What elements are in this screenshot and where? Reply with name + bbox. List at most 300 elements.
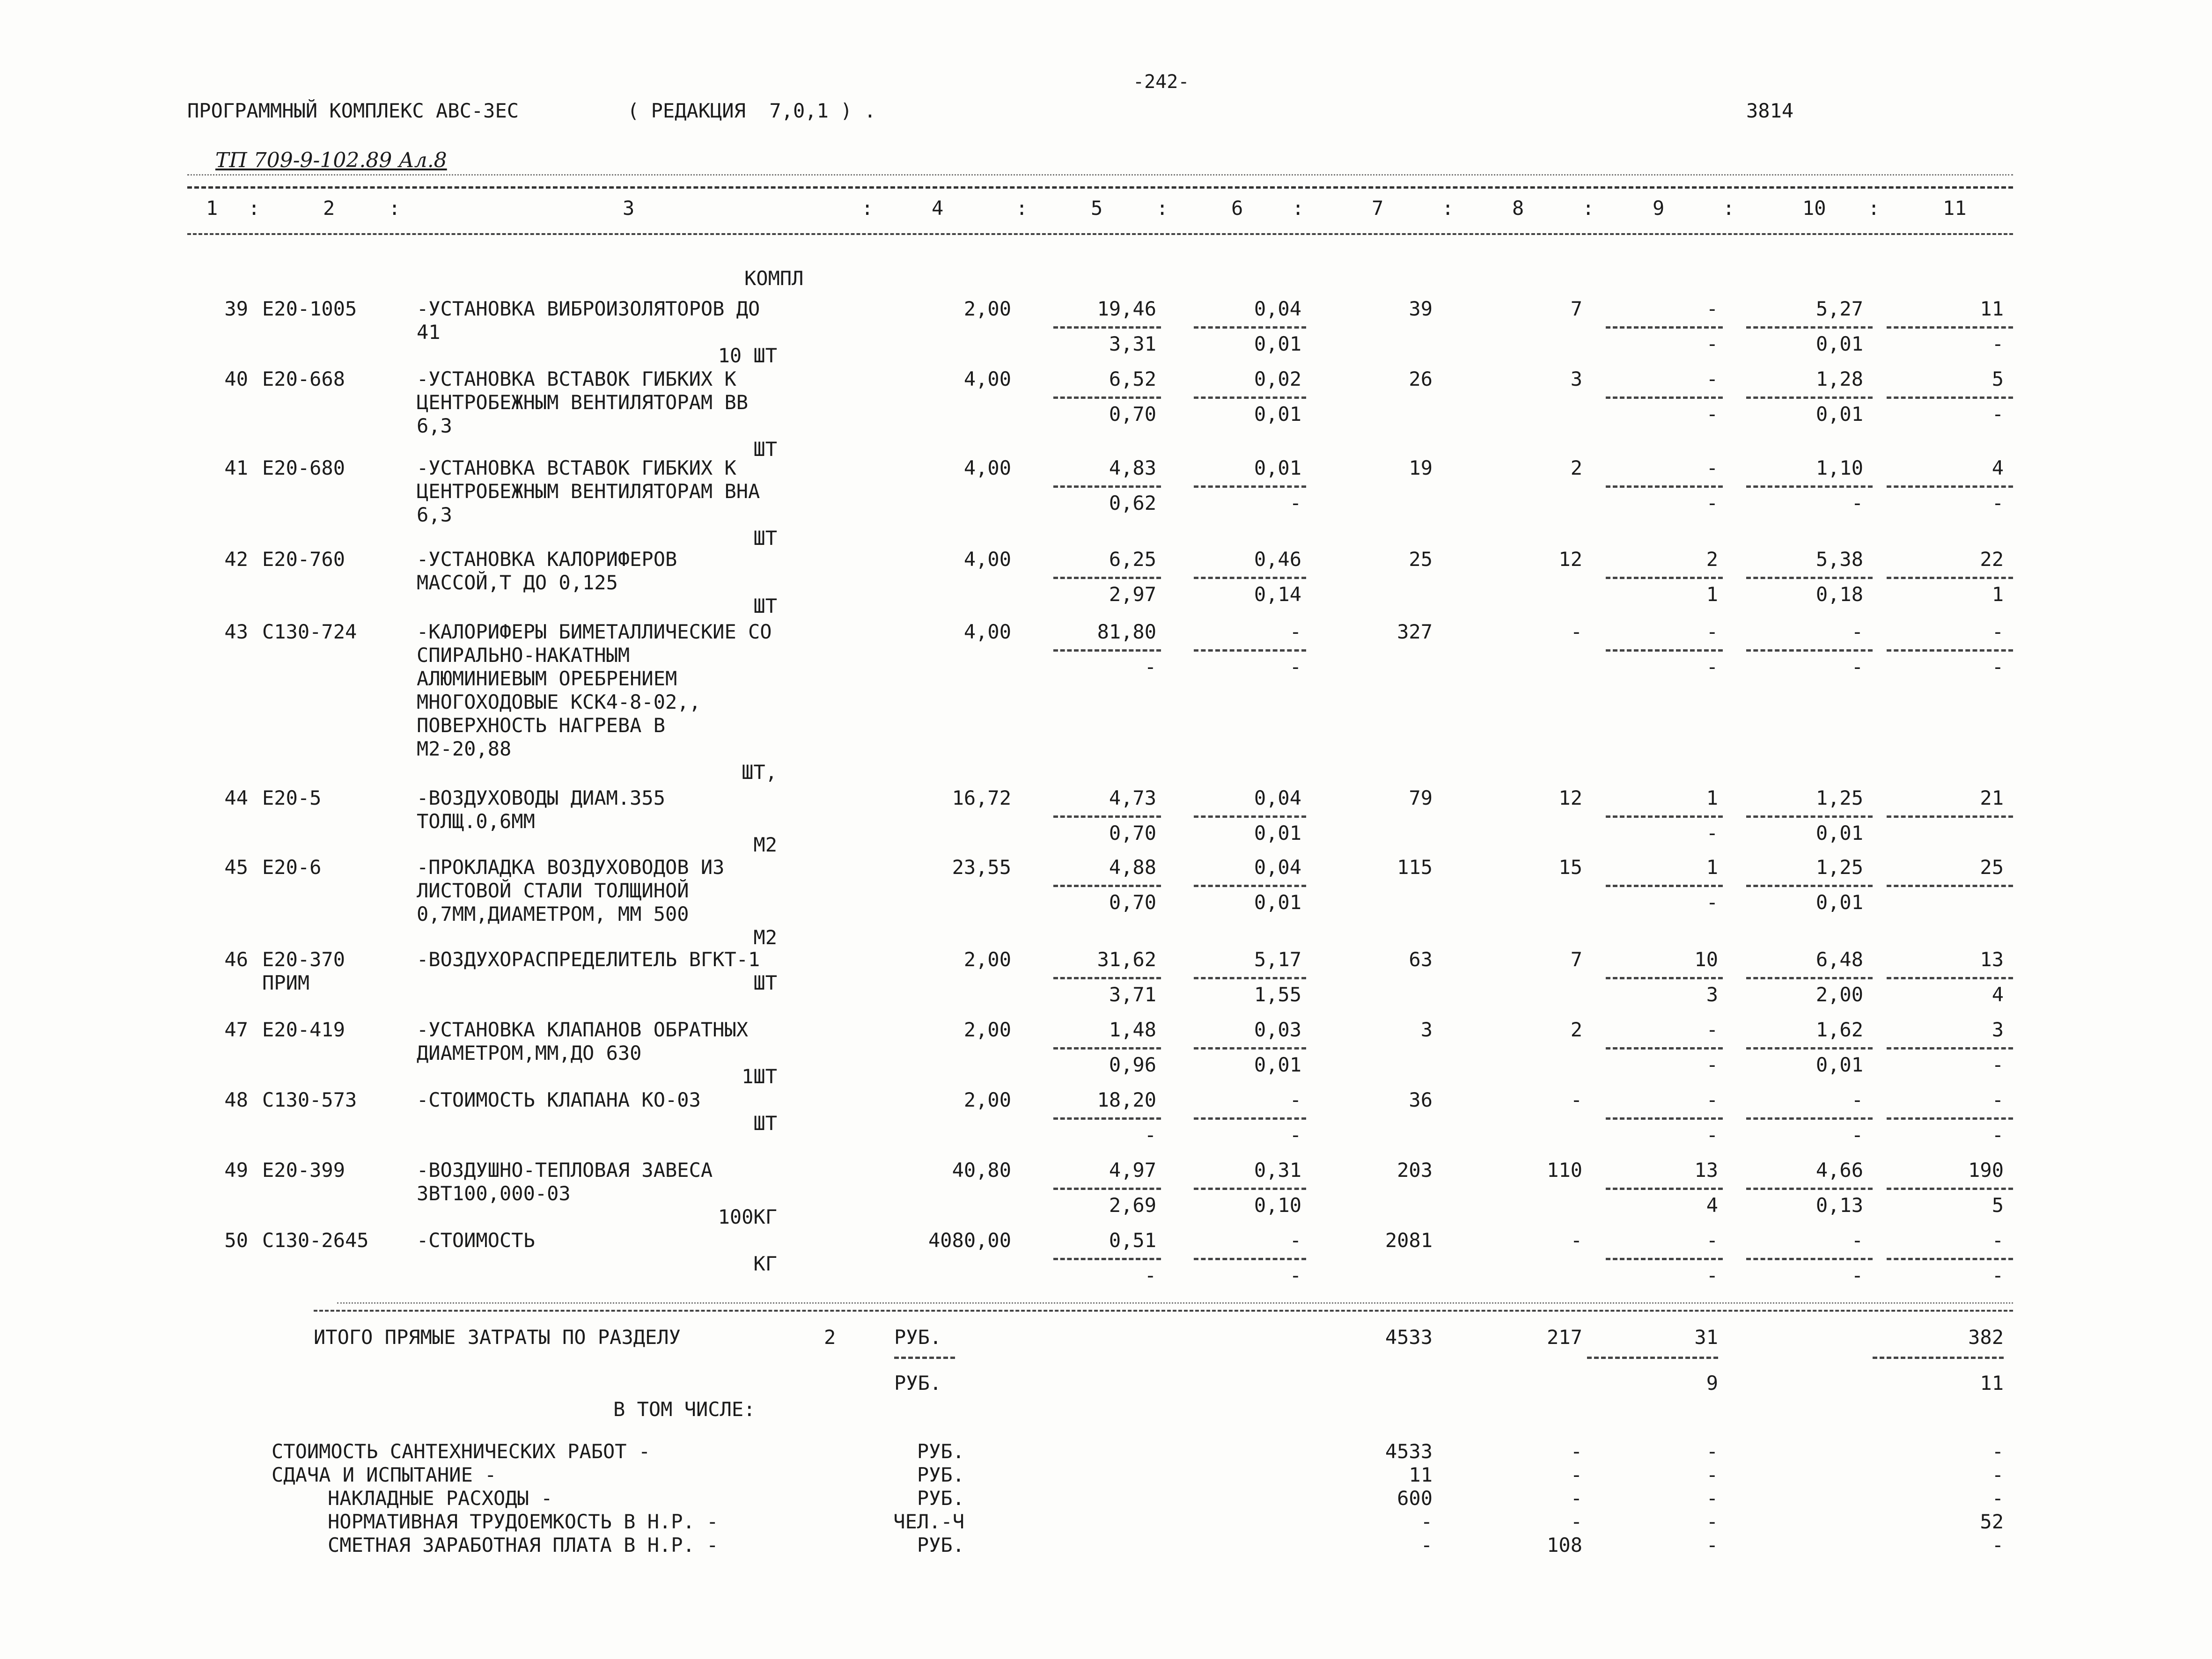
col8-total: 7 [1570,948,1582,971]
column-separator: : [1582,197,1595,220]
col6-price: 0,01 [1254,456,1301,479]
item-description-line: МАССОЙ,Т ДО 0,125 [417,571,618,594]
column-separator: : [1442,197,1454,220]
value-underline [1887,1188,2013,1190]
col5-price: 4,83 [1109,456,1156,479]
unit-label: ШТ, [742,761,777,784]
column-number-4: 4 [932,197,944,220]
totals-rule-top [314,1310,2013,1312]
col11-total: 5 [1992,367,2004,390]
breakdown-col7: - [1420,1510,1433,1533]
item-code: С130-724 [262,620,357,643]
value-underline [1887,1117,2013,1120]
document-number: 3814 [1746,99,1794,122]
col5-sub: 3,71 [1109,983,1156,1006]
totals-col11-sub: 11 [1980,1372,2004,1395]
item-description-line: М2-20,88 [417,737,512,760]
item-code: Е20-419 [262,1018,345,1041]
item-code: Е20-5 [262,786,322,809]
breakdown-label: СТОИМОСТЬ САНТЕХНИЧЕСКИХ РАБОТ - [272,1440,651,1463]
item-description-line: 6,3 [417,414,452,437]
value-underline [1887,396,2013,399]
col5-sub: 0,96 [1109,1053,1156,1076]
col9-sub: - [1706,332,1718,355]
value-underline [1606,326,1723,329]
col10-sub: - [1851,492,1863,514]
unit-label: КГ [753,1252,777,1275]
value-underline [1194,1047,1306,1050]
col5-sub: 0,62 [1109,492,1156,514]
item-description-line: -ВОЗДУХОВОДЫ ДИАМ.355 [417,786,666,809]
item-description-line: -УСТАНОВКА ВСТАВОК ГИБКИХ К [417,456,736,479]
column-number-5: 5 [1091,197,1103,220]
item-description-line: МНОГОХОДОВЫЕ КСК4-8-02,, [417,690,701,713]
col9-total: 1 [1706,856,1718,879]
col6-price: 0,04 [1254,297,1301,320]
col8-total: 15 [1558,856,1582,879]
value-underline [1606,396,1723,399]
value-underline [1746,485,1873,488]
value-underline [1746,977,1873,979]
quantity: 4,00 [963,456,1011,479]
totals-col9-rule [1587,1357,1718,1359]
unit-label: ШТ [753,438,777,461]
col6-sub: - [1289,1123,1301,1146]
col10-total: 1,10 [1815,456,1863,479]
col5-price: 1,48 [1109,1018,1156,1041]
item-description-line: АЛЮМИНИЕВЫМ ОРЕБРЕНИЕМ [417,667,677,690]
col10-sub: 0,01 [1815,403,1863,426]
column-number-6: 6 [1231,197,1243,220]
col5-price: 81,80 [1097,620,1156,643]
item-description-line: 6,3 [417,503,452,526]
column-separator: : [1723,197,1735,220]
value-underline [1746,885,1873,887]
col6-price: 0,04 [1254,786,1301,809]
totals-rule-dotted [337,1302,2013,1304]
col5-sub: 3,31 [1109,332,1156,355]
item-description-line: -УСТАНОВКА ВИБРОИЗОЛЯТОРОВ ДО [417,297,760,320]
breakdown-col7: 11 [1409,1463,1433,1486]
item-description-line: СПИРАЛЬНО-НАКАТНЫМ [417,644,630,667]
col6-price: 0,02 [1254,367,1301,390]
value-underline [1887,815,2013,818]
page-number: -242- [1133,71,1190,93]
item-code: Е20-6 [262,856,322,879]
value-underline [1194,1117,1306,1120]
breakdown-col9: - [1706,1440,1718,1463]
col10-total: 5,27 [1815,297,1863,320]
value-underline [1053,1258,1161,1260]
col10-sub: 0,01 [1815,332,1863,355]
totals-section: 2 [824,1326,836,1349]
col5-price: 4,88 [1109,856,1156,879]
col9-total: - [1706,456,1718,479]
col11-sub: 1 [1992,583,2004,606]
item-code: Е20-370 [262,948,345,971]
col10-sub: 0,01 [1815,822,1863,844]
item-description-line: -КАЛОРИФЕРЫ БИМЕТАЛЛИЧЕСКИЕ СО [417,620,772,643]
value-underline [1194,815,1306,818]
column-separator: : [1016,197,1028,220]
breakdown-unit: РУБ. [917,1440,964,1463]
col9-sub: - [1706,822,1718,844]
column-number-1: 1 [206,197,218,220]
breakdown-col7: 4533 [1385,1440,1433,1463]
col11-total: 13 [1980,948,2004,971]
column-separator: : [389,197,401,220]
value-underline [1606,485,1723,488]
col6-sub: - [1289,1264,1301,1287]
item-description-line: -ВОЗДУШНО-ТЕПЛОВАЯ ЗАВЕСА [417,1159,713,1182]
quantity: 4,00 [963,367,1011,390]
item-code: Е20-1005 [262,297,357,320]
row-number: 43 [224,620,248,643]
col6-price: - [1289,620,1301,643]
value-underline [1194,1188,1306,1190]
col7-total: 25 [1409,548,1433,571]
col10-sub: - [1851,1123,1863,1146]
col7-total: 3 [1420,1018,1433,1041]
unit-label: 100КГ [718,1205,777,1228]
value-underline [1887,326,2013,329]
col9-total: 13 [1694,1159,1718,1182]
totals-unit-2: РУБ. [894,1372,942,1395]
col11-sub: - [1992,655,2004,678]
col11-sub: - [1992,1053,2004,1076]
unit-label: 1ШТ [742,1065,777,1088]
col5-sub: - [1144,655,1156,678]
col7-total: 19 [1409,456,1433,479]
col9-total: 2 [1706,548,1718,571]
item-code: Е20-760 [262,548,345,571]
value-underline [1194,977,1306,979]
unit-label: ШТ [753,971,777,994]
value-underline [1053,1047,1161,1050]
col7-total: 2081 [1385,1229,1433,1252]
col7-total: 327 [1397,620,1433,643]
col8-total: - [1570,1088,1582,1111]
breakdown-label: СДАЧА И ИСПЫТАНИЕ - [272,1463,497,1486]
quantity: 2,00 [963,297,1011,320]
header-rule-bottom [187,233,2013,235]
col10-sub: 2,00 [1815,983,1863,1006]
breakdown-col9: - [1706,1510,1718,1533]
column-number-8: 8 [1512,197,1524,220]
quantity: 40,80 [952,1159,1011,1182]
col11-sub: 4 [1992,983,2004,1006]
value-underline [1887,485,2013,488]
col5-price: 19,46 [1097,297,1156,320]
row-number: 41 [224,456,248,479]
value-underline [1053,977,1161,979]
col5-price: 4,97 [1109,1159,1156,1182]
column-separator: : [1292,197,1304,220]
col6-price: 0,04 [1254,856,1301,879]
value-underline [1194,485,1306,488]
breakdown-unit: ЧЕЛ.-Ч [893,1510,964,1533]
unit-label: ШТ [753,595,777,617]
col10-total: - [1851,1229,1863,1252]
col6-price: - [1289,1229,1301,1252]
col10-total: - [1851,620,1863,643]
col8-total: 110 [1547,1159,1582,1182]
value-underline [1887,977,2013,979]
col11-total: - [1992,1088,2004,1111]
col9-total: 10 [1694,948,1718,971]
breakdown-unit: РУБ. [917,1463,964,1486]
row-number: 50 [224,1229,248,1252]
col8-total: 2 [1570,456,1582,479]
row-number: 49 [224,1159,248,1182]
col8-total: 12 [1558,548,1582,571]
col11-sub: - [1992,403,2004,426]
col6-sub: 0,01 [1254,891,1301,914]
unit-label: М2 [753,926,777,949]
row-number: 47 [224,1018,248,1041]
program-title: ПРОГРАММНЫЙ КОМПЛЕКС АВС-3ЕС [187,99,519,122]
col7-total: 115 [1397,856,1433,879]
item-description-line: ЛИСТОВОЙ СТАЛИ ТОЛЩИНОЙ [417,879,689,902]
value-underline [1194,326,1306,329]
col10-sub: 0,18 [1815,583,1863,606]
value-underline [1053,577,1161,579]
value-underline [1746,649,1873,652]
unit-label: КОМПЛ [744,267,804,290]
col10-sub: 0,01 [1815,891,1863,914]
value-underline [1887,885,2013,887]
column-number-7: 7 [1372,197,1384,220]
breakdown-col9: - [1706,1487,1718,1510]
value-underline [1746,1047,1873,1050]
value-underline [1887,577,2013,579]
col9-total: - [1706,1229,1718,1252]
value-underline [1746,1258,1873,1260]
breakdown-col11: - [1992,1463,2004,1486]
totals-unit: РУБ. [894,1326,942,1349]
breakdown-col11: 52 [1980,1510,2004,1533]
totals-col7: 4533 [1385,1326,1433,1349]
column-number-3: 3 [623,197,635,220]
item-description-line: 0,7ММ,ДИАМЕТРОМ, ММ 500 [417,903,689,925]
value-underline [1746,1117,1873,1120]
row-number: 44 [224,786,248,809]
value-underline [1887,1047,2013,1050]
quantity: 23,55 [952,856,1011,879]
col9-sub: - [1706,492,1718,514]
col6-sub: 0,01 [1254,403,1301,426]
unit-label: 10 ШТ [718,344,777,367]
header-rule-top [187,186,2013,189]
breakdown-col9: - [1706,1534,1718,1556]
breakdown-col9: - [1706,1463,1718,1486]
value-underline [1053,396,1161,399]
value-underline [1606,815,1723,818]
totals-label: ИТОГО ПРЯМЫЕ ЗАТРАТЫ ПО РАЗДЕЛУ [314,1326,681,1349]
item-description-line: ТОЛЩ.0,6ММ [417,810,535,833]
col5-sub: 0,70 [1109,403,1156,426]
item-description-line: -СТОИМОСТЬ [417,1229,535,1252]
value-underline [1606,1258,1723,1260]
value-underline [1606,649,1723,652]
col11-sub: - [1992,1264,2004,1287]
row-number: 45 [224,856,248,879]
item-description-line: ДИАМЕТРОМ,ММ,ДО 630 [417,1042,642,1064]
row-number: 48 [224,1088,248,1111]
col5-price: 31,62 [1097,948,1156,971]
col6-sub: 0,01 [1254,822,1301,844]
col6-sub: 0,10 [1254,1194,1301,1217]
edition-label: ( РЕДАКЦИЯ 7,0,1 ) . [627,99,876,122]
item-description-line: -УСТАНОВКА ВСТАВОК ГИБКИХ К [417,367,736,390]
value-underline [1053,815,1161,818]
including-label: В ТОМ ЧИСЛЕ: [613,1398,756,1421]
col10-total: 1,25 [1815,786,1863,809]
col5-sub: 0,70 [1109,822,1156,844]
row-number: 42 [224,548,248,571]
totals-col11: 382 [1968,1326,2004,1349]
col9-total: 1 [1706,786,1718,809]
col5-sub: 2,97 [1109,583,1156,606]
column-separator: : [1868,197,1880,220]
col8-total: - [1570,620,1582,643]
col5-sub: 0,70 [1109,891,1156,914]
col11-total: 11 [1980,297,2004,320]
value-underline [1887,1258,2013,1260]
quantity: 2,00 [963,1088,1011,1111]
breakdown-col11: - [1992,1440,2004,1463]
col6-price: - [1289,1088,1301,1111]
totals-unit-rule [894,1357,955,1359]
col10-total: 1,28 [1815,367,1863,390]
quantity: 4,00 [963,548,1011,571]
col6-sub: 0,01 [1254,1053,1301,1076]
item-code: Е20-668 [262,367,345,390]
item-description-line: ПОВЕРХНОСТЬ НАГРЕВА В [417,714,666,737]
item-description-line: 41 [417,321,441,344]
col8-total: 3 [1570,367,1582,390]
column-number-10: 10 [1802,197,1826,220]
col5-price: 0,51 [1109,1229,1156,1252]
col11-sub: 5 [1992,1194,2004,1217]
col10-sub: - [1851,655,1863,678]
col11-total: 25 [1980,856,2004,879]
col5-price: 6,25 [1109,548,1156,571]
value-underline [1053,1117,1161,1120]
col8-total: 2 [1570,1018,1582,1041]
col9-sub: - [1706,403,1718,426]
col6-sub: 1,55 [1254,983,1301,1006]
quantity: 4080,00 [928,1229,1011,1252]
item-code: С130-2645 [262,1229,369,1252]
value-underline [1606,1117,1723,1120]
col5-sub: - [1144,1123,1156,1146]
value-underline [1887,649,2013,652]
col8-total: - [1570,1229,1582,1252]
value-underline [1746,1188,1873,1190]
item-description-line: ЦЕНТРОБЕЖНЫМ ВЕНТИЛЯТОРАМ ВВ [417,391,749,414]
breakdown-col8: 108 [1547,1534,1582,1556]
col9-sub: - [1706,1264,1718,1287]
col7-total: 26 [1409,367,1433,390]
breakdown-col7: 600 [1397,1487,1433,1510]
item-description-line: -СТОИМОСТЬ КЛАПАНА КО-03 [417,1088,701,1111]
value-underline [1606,977,1723,979]
value-underline [1194,885,1306,887]
quantity: 2,00 [963,1018,1011,1041]
breakdown-unit: РУБ. [917,1534,964,1556]
unit-label: ШТ [753,1112,777,1135]
breakdown-unit: РУБ. [917,1487,964,1510]
item-description-line: -ПРОКЛАДКА ВОЗДУХОВОДОВ ИЗ [417,856,725,879]
col5-sub: 2,69 [1109,1194,1156,1217]
breakdown-col11: - [1992,1487,2004,1510]
col10-total: 5,38 [1815,548,1863,571]
breakdown-label: НАКЛАДНЫЕ РАСХОДЫ - [328,1487,553,1510]
breakdown-col7: - [1420,1534,1433,1556]
item-code: Е20-680 [262,456,345,479]
item-code: Е20-399 [262,1159,345,1182]
item-description-line: -УСТАНОВКА КАЛОРИФЕРОВ [417,548,677,571]
col6-price: 0,46 [1254,548,1301,571]
value-underline [1746,396,1873,399]
col6-sub: - [1289,492,1301,514]
col11-sub: - [1992,332,2004,355]
unit-label: М2 [753,833,777,856]
col9-total: - [1706,1088,1718,1111]
value-underline [1746,326,1873,329]
quantity: 2,00 [963,948,1011,971]
col11-total: 190 [1968,1159,2004,1182]
col10-total: - [1851,1088,1863,1111]
col7-total: 63 [1409,948,1433,971]
breakdown-col8: - [1570,1440,1582,1463]
header-dotted-rule [187,174,2013,176]
col5-price: 6,52 [1109,367,1156,390]
value-underline [1746,815,1873,818]
value-underline [1053,485,1161,488]
col11-total: - [1992,620,2004,643]
column-separator: : [1156,197,1168,220]
value-underline [1606,885,1723,887]
col7-total: 36 [1409,1088,1433,1111]
value-underline [1194,396,1306,399]
item-code-note: ПРИМ [262,971,310,994]
item-description-line: 3ВТ100,000-03 [417,1182,571,1205]
value-underline [1606,577,1723,579]
col9-sub: 1 [1706,583,1718,606]
col11-total: 21 [1980,786,2004,809]
col9-total: - [1706,1018,1718,1041]
col10-sub: 0,01 [1815,1053,1863,1076]
col6-sub: 0,14 [1254,583,1301,606]
row-number: 40 [224,367,248,390]
column-number-9: 9 [1653,197,1665,220]
col6-price: 0,31 [1254,1159,1301,1182]
col11-sub: - [1992,492,2004,514]
totals-col9: 31 [1694,1326,1718,1349]
col5-price: 18,20 [1097,1088,1156,1111]
value-underline [1746,577,1873,579]
col8-total: 12 [1558,786,1582,809]
quantity: 4,00 [963,620,1011,643]
col7-total: 39 [1409,297,1433,320]
col10-total: 1,62 [1815,1018,1863,1041]
totals-col9-sub: 9 [1706,1372,1718,1395]
column-number-2: 2 [323,197,335,220]
row-number: 46 [224,948,248,971]
col10-total: 1,25 [1815,856,1863,879]
